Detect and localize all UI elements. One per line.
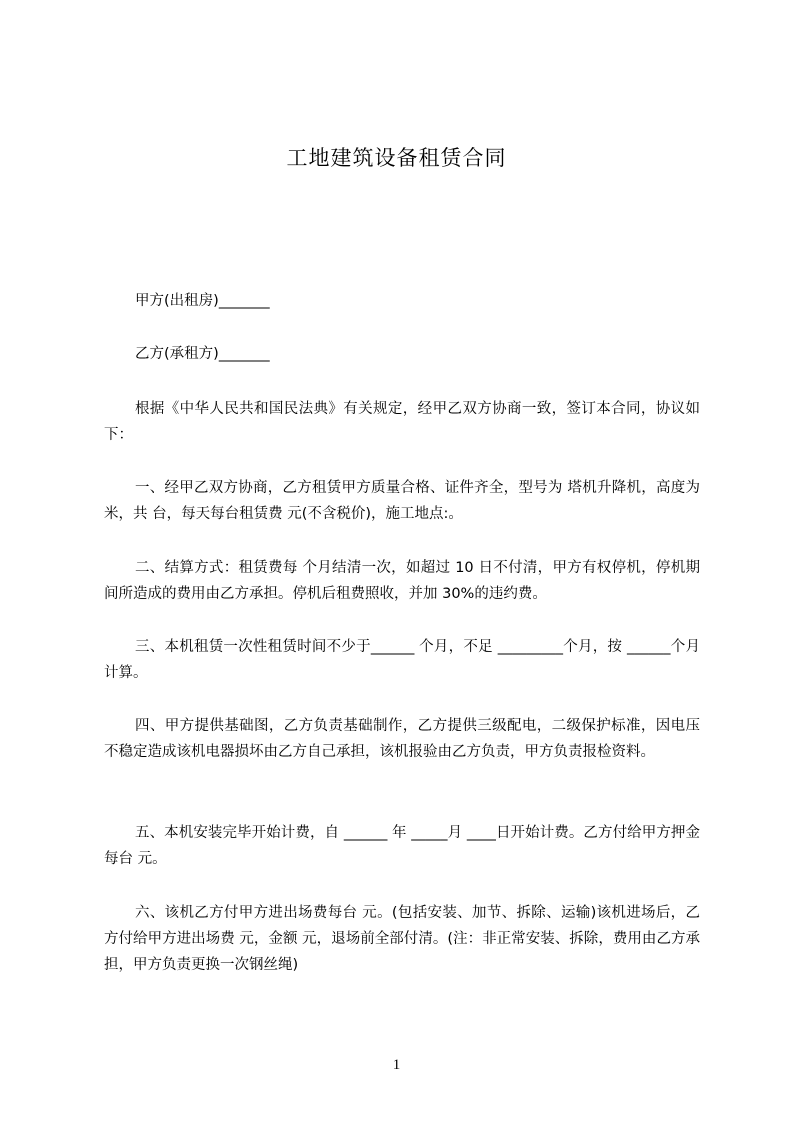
clause-3-paragraph: 三、本机租赁一次性租赁时间不少于______ 个月，不足 _________个月，按 ______个月计算。 [104, 639, 700, 681]
page-number: 1 [392, 1057, 401, 1073]
intro-paragraph: 根据《中华人民共和国民法典》有关规定，经甲乙双方协商一致，签订本合同，协议如下： [104, 401, 700, 443]
party-a-line: 甲方(出租房)_______ [135, 293, 270, 309]
clause-1-paragraph: 一、经甲乙双方协商，乙方租赁甲方质量合格、证件齐全，型号为 塔机升降机，高度为 米，共 台，每天每台租赁费 元(不含税价)，施工地点:。 [104, 480, 700, 522]
clause-5-paragraph: 五、本机安装完毕开始计费，自 ______ 年 _____月 ____日开始计费。乙方付给甲方押金每台 元。 [104, 825, 700, 867]
clause-6-paragraph: 六、该机乙方付甲方进出场费每台 元。(包括安装、加节、拆除、运输)该机进场后，乙方付给甲方进出场费 元，金额 元，退场前全部付清。(注：非正常安装、拆除，费用由乙方承担，甲方负责更换一次钢丝绳) [104, 905, 700, 973]
party-b-line: 乙方(承租方)_______ [135, 346, 270, 362]
clause-2-paragraph: 二、结算方式：租赁费每 个月结清一次，如超过 10 日不付清，甲方有权停机，停机期间所造成的费用由乙方承担。停机后租费照收，并加 30%的违约费。 [104, 560, 700, 602]
clause-4-paragraph: 四、甲方提供基础图，乙方负责基础制作，乙方提供三级配电，二级保护标准，因电压不稳定造成该机电器损坏由乙方自己承担，该机报验由乙方负责，甲方负责报检资料。 [104, 718, 700, 760]
contract-title: 工地建筑设备租赁合同 [286, 146, 507, 170]
